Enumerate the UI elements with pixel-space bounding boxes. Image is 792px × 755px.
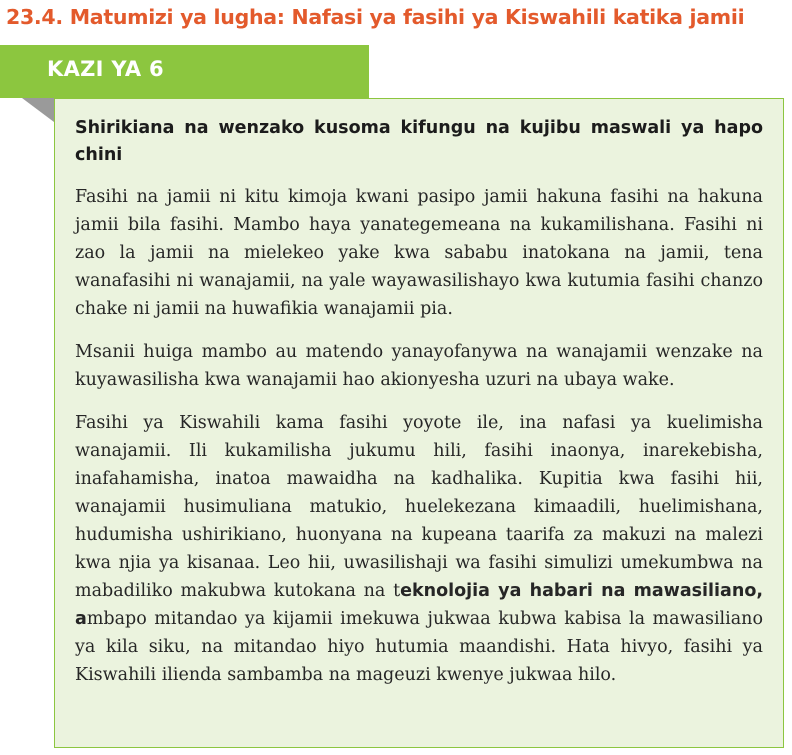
paragraph-3-bold-term: eknolojia ya habari na mawasiliano, a [75, 581, 763, 629]
passage-paragraph-2: Msanii huiga mambo au matendo yanayofanywa na wanajamii wenzake na kuyawasilisha kwa wanajamii hao akionyesha uzuri na ubaya wake. [75, 342, 763, 390]
activity-label: KAZI YA 6 [47, 57, 164, 81]
banner-fold-shadow [0, 98, 54, 122]
activity-banner [0, 45, 369, 98]
paragraph-3-text-end: mbapo mitandao ya kijamii imekuwa jukwaa kubwa kabisa la mawasiliano ya kila siku, na mitandao hiyo hutumia maandishi. Hata hivyo, fasihi ya Kiswahili ilienda sambamba na mageuzi kwenye jukwaa hilo. [75, 609, 763, 685]
passage-paragraph-1: Fasihi na jamii ni kitu kimoja kwani pasipo jamii hakuna fasihi na hakuna jamii bila fasihi. Mambo haya yanategemeana na kukamilishana. Fasihi ni zao la jamii na mielekeo yake kwa sababu inatokana na jamii, tena wanafasihi ni wanajamii, na yale wayawasilishayo kwa kutumia fasihi chanzo chake ni jamii na huwafikia wanajamii pia. [75, 187, 763, 319]
instruction-text: Shirikiana na wenzako kusoma kifungu na kujibu maswali ya hapo chini [75, 118, 763, 165]
section-heading: 23.4. Matumizi ya lugha: Nafasi ya fasihi ya Kiswahili katika jamii [6, 5, 745, 29]
passage-paragraph-3 [75, 409, 763, 689]
reading-passage-box [54, 98, 784, 748]
paragraph-3-text-start: Fasihi ya Kiswahili kama fasihi yoyote ile, ina nafasi ya kuelimisha wanajamii. Ili kukamilisha jukumu hili, fasihi inaonya, inarekebisha, inafahamisha, inatoa mawaidha na kadhalika. Kupitia kwa fasihi hii, wanajamii husimuliana matukio, huelekezana kimaadili, huelimishana, hudumisha ushirikiano, huonyana na kupeana taarifa za makuzi na malezi kwa njia ya kisanaa. Leo hii, uwasilishaji wa fasihi simulizi umekumbwa na mabadiliko makubwa kutokana na t [75, 413, 763, 601]
